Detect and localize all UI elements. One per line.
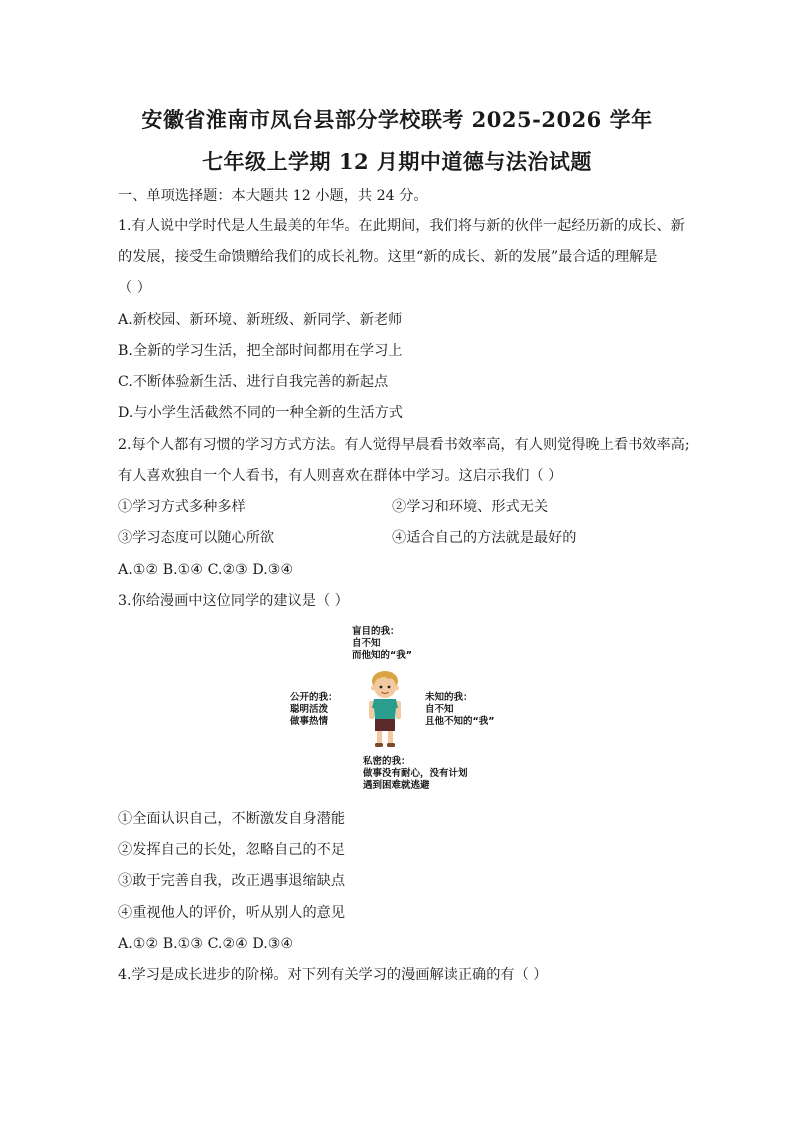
q2-statement-1: ①学习方式多种多样 [118, 499, 246, 515]
cartoon-boy-icon [360, 668, 410, 750]
q2-statement-3: ③学习态度可以随心所欲 [118, 530, 275, 546]
figure-label-open-self: 公开的我： 聪明活泼 做事热情 [290, 692, 338, 727]
q1-option-b: B.全新的学习生活，把全部时间都用在学习上 [118, 343, 403, 359]
figure-label-unknown-self: 未知的我： 自不知 且他不知的“我” [425, 692, 495, 727]
q2-stem-line-1: 2.每个人都有习惯的学习方式方法。有人觉得早晨看书效率高，有人则觉得晚上看书效率高; [118, 437, 690, 453]
q1-stem-line-3: （ ） [118, 280, 151, 296]
q2-choices: A.①② B.①④ C.②③ D.③④ [118, 562, 294, 578]
figure-label-blind-self: 盲目的我： 自不知 而他知的“我” [352, 626, 412, 661]
q3-statement-3: ③敢于完善自我，改正遇事退缩缺点 [118, 873, 346, 889]
q2-statement-4: ④适合自己的方法就是最好的 [392, 530, 577, 546]
q3-cartoon-figure [282, 622, 512, 797]
q3-stem: 3.你给漫画中这位同学的建议是（ ） [118, 593, 349, 609]
q3-statement-2: ②发挥自己的长处，忽略自己的不足 [118, 842, 346, 858]
q1-option-a: A.新校园、新环境、新班级、新同学、新老师 [118, 312, 403, 328]
q4-stem: 4.学习是成长进步的阶梯。对下列有关学习的漫画解读正确的有（ ） [118, 967, 548, 983]
q3-choices: A.①② B.①③ C.②④ D.③④ [118, 936, 294, 952]
section-heading: 一、单项选择题：本大题共 12 小题，共 24 分。 [118, 188, 428, 204]
figure-label-private-self: 私密的我： 做事没有耐心，没有计划 遇到困难就逃避 [363, 756, 468, 791]
exam-title-line-2: 七年级上学期 12 月期中道德与法治试题 [202, 149, 592, 174]
q1-option-c: C.不断体验新生活、进行自我完善的新起点 [118, 374, 389, 390]
q1-stem-line-2: 的发展，接受生命馈赠给我们的成长礼物。这里“新的成长、新的发展”最合适的理解是 [118, 249, 658, 265]
q3-statement-1: ①全面认识自己，不断激发自身潜能 [118, 811, 346, 827]
q1-stem-line-1: 1.有人说中学时代是人生最美的年华。在此期间，我们将与新的伙伴一起经历新的成长、新 [118, 218, 685, 234]
q1-option-d: D.与小学生活截然不同的一种全新的生活方式 [118, 405, 403, 421]
exam-title-line-1: 安徽省淮南市凤台县部分学校联考 2025-2026 学年 [141, 107, 653, 132]
q2-stem-line-2: 有人喜欢独自一个人看书，有人则喜欢在群体中学习。这启示我们（ ） [118, 468, 563, 484]
q2-statement-2: ②学习和环境、形式无关 [392, 499, 549, 515]
q3-statement-4: ④重视他人的评价，听从别人的意见 [118, 905, 346, 921]
